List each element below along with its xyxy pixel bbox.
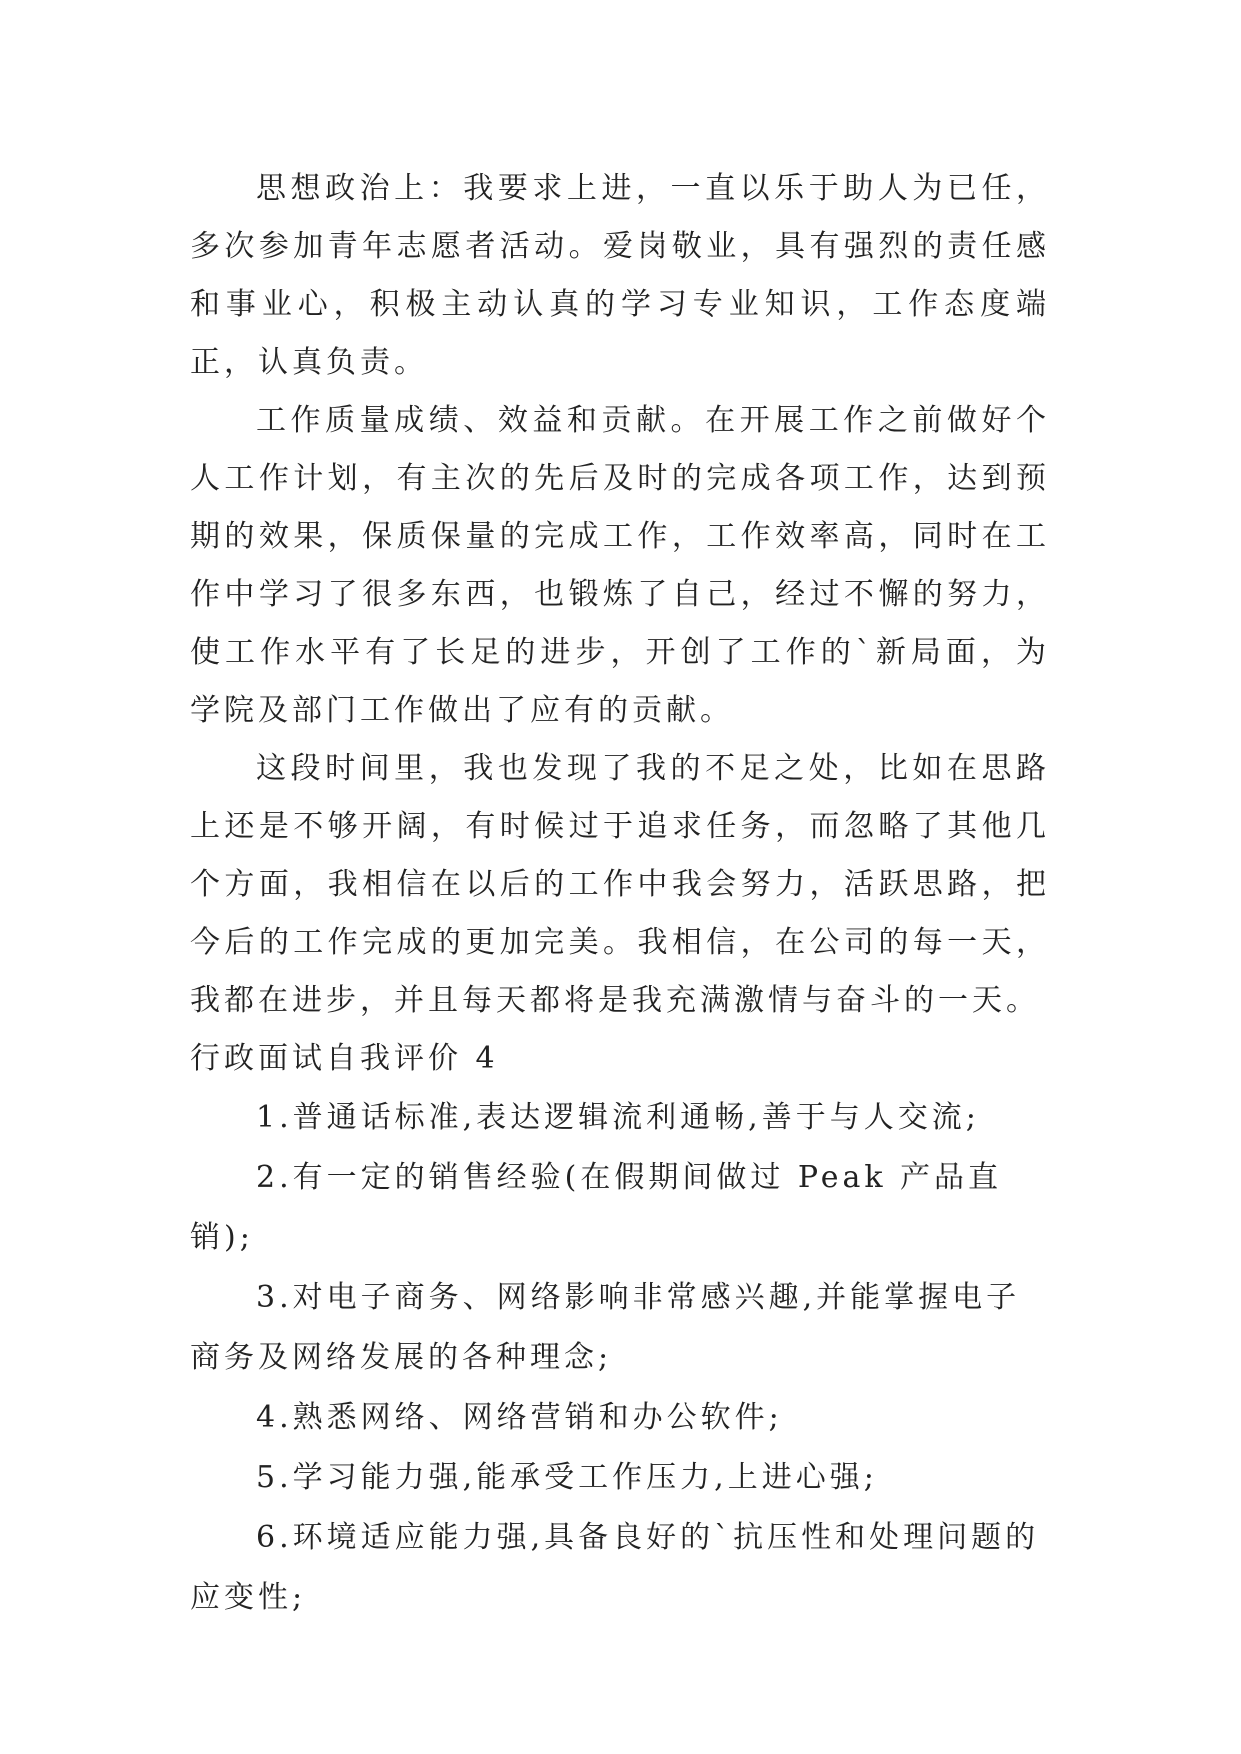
list-item: 1.普通话标准,表达逻辑流利通畅,善于与人交流; — [256, 1100, 980, 1135]
list-item: 5.学习能力强,能承受工作压力,上进心强; — [256, 1460, 878, 1495]
list-item: 4.熟悉网络、网络营销和办公软件; — [256, 1400, 783, 1435]
paragraph-shortcomings: 这段时间里，我也发现了我的不足之处，比如在思路上还是不够开阔，有时候过于追求任务，而忽略了其他几个方面，我相信在以后的工作中我会努力，活跃思路，把今后的工作完成的更加完美。我相信，在公司的每一天，我都在进步，并且每天都将是我充满激情与奋斗的一天。 — [190, 751, 1050, 1018]
paragraph-work-quality: 工作质量成绩、效益和贡献。在开展工作之前做好个人工作计划，有主次的先后及时的完成各项工作，达到预期的效果，保质保量的完成工作，工作效率高，同时在工作中学习了很多东西，也锻炼了自己，经过不懈的努力，使工作水平有了长足的进步，开创了工作的`新局面，为学院及部门工作做出了应有的贡献。 — [190, 403, 1050, 728]
section-heading: 行政面试自我评价 4 — [190, 1041, 499, 1076]
list-item: 3.对电子商务、网络影响非常感兴趣,并能掌握电子商务及网络发展的各种理念; — [190, 1280, 1021, 1375]
paragraph-political: 思想政治上：我要求上进，一直以乐于助人为已任，多次参加青年志愿者活动。爱岗敬业，具有强烈的责任感和事业心，积极主动认真的学习专业知识，工作态度端正，认真负责。 — [190, 171, 1050, 380]
document-body — [190, 160, 1050, 1628]
list-item: 2.有一定的销售经验(在假期间做过 Peak 产品直销); — [190, 1160, 1003, 1255]
list-item: 6.环境适应能力强,具备良好的`抗压性和处理问题的应变性; — [190, 1520, 1040, 1615]
